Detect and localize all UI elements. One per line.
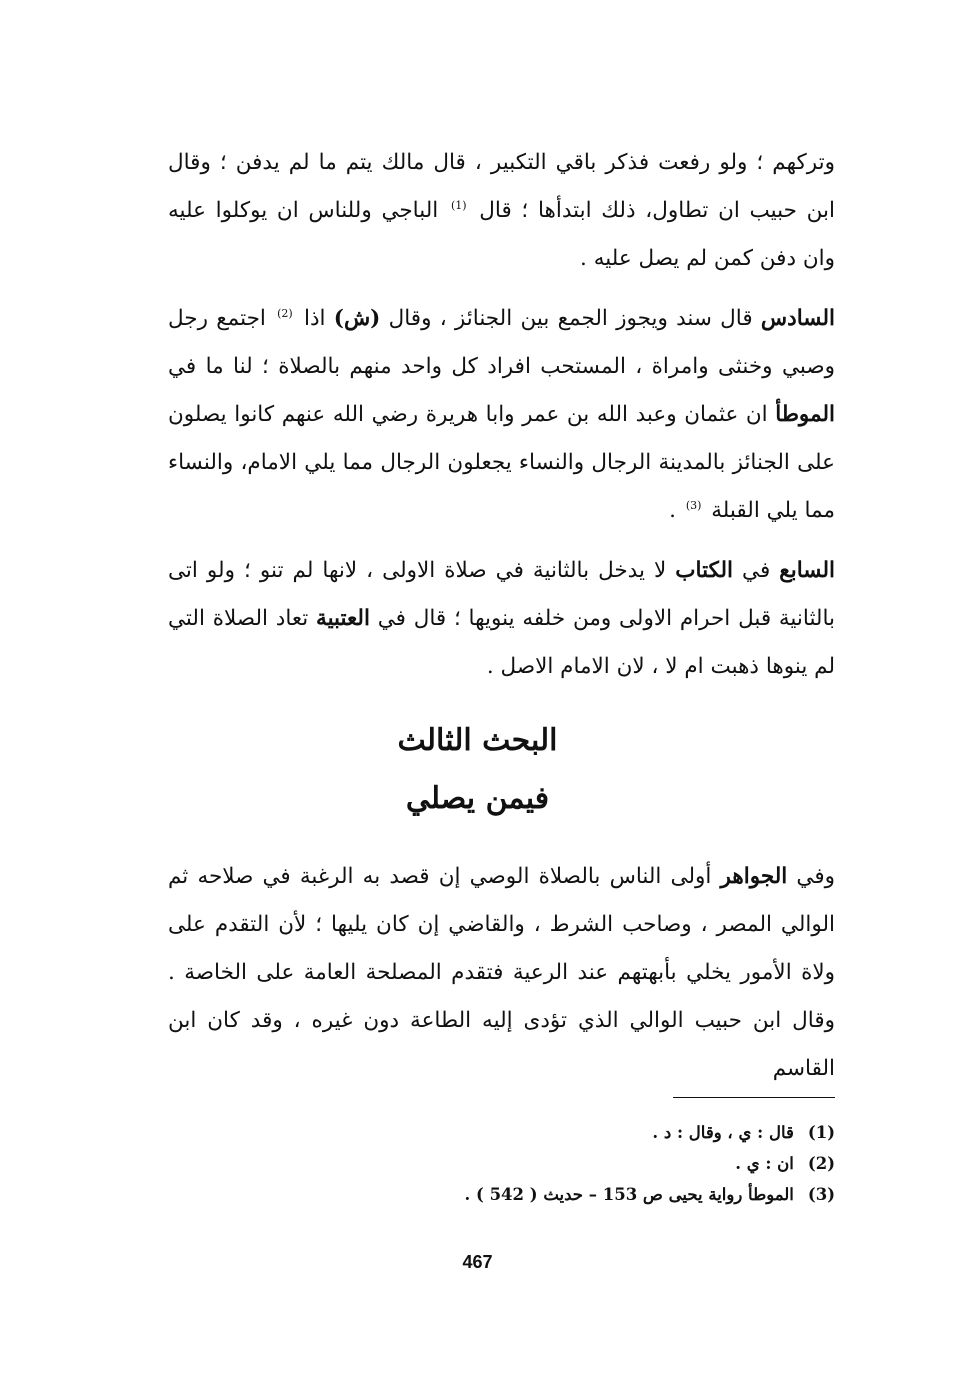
footnote-number: (3) (807, 1185, 835, 1204)
book-title-utbiyya: العتبية (316, 606, 370, 631)
footnote-ref-2: (2) (277, 306, 293, 320)
page-number: 467 (462, 1252, 493, 1272)
footnote-ref-1: (1) (450, 198, 467, 212)
footnote-text: ان : ي . (735, 1154, 794, 1173)
body-top (168, 139, 835, 691)
footnote-ref-3: (3) (685, 498, 702, 512)
footnotes (168, 1117, 835, 1210)
footnote-3 (168, 1179, 835, 1210)
footnote-number: (1) (807, 1123, 835, 1142)
paragraph-lead-word: السادس (760, 306, 835, 331)
footnote-2 (168, 1148, 835, 1179)
footnote-divider (673, 1097, 835, 1098)
footnote-text: قال : ي ، وقال : د . (652, 1123, 794, 1142)
footnote-1 (168, 1117, 835, 1148)
paragraph-text: تعاد الصلاة التي لم ينوها ذهبت ام لا ، لان الامام الاصل . (168, 606, 835, 679)
paragraph-text: . (669, 498, 676, 523)
footnote-text: الموطأ رواية يحيى ص 153 – حديث ( 542 ) . (464, 1185, 794, 1204)
paragraph-4 (168, 853, 835, 1093)
paragraph-text: في (742, 558, 771, 583)
abbreviation-sh: (ش) (333, 306, 381, 331)
paragraph-text: أولى الناس بالصلاة الوصي إن قصد به الرغبة في صلاحه ثم الوالي المصر ، وصاحب الشرط ، والقاضي إن كان يليها ؛ لأن التقدم على ولاة الأمور يخلي بأبهتهم عند الرعية فتقدم المصلحة العامة على الخاصة . وقال ابن حبيب الوالي الذي تؤدى إليه الطاعة دون غيره ، وقد كان ابن القاسم (168, 864, 835, 1081)
section-title: البحث الثالث (397, 723, 558, 758)
paragraph-text: ان عثمان وعبد الله بن عمر وابا هريرة رضي الله عنهم كانوا يصلون على الجنائز بالمدينة الرجال والنساء يجعلون الرجال مما يلي الامام، والنساء مما يلي القبلة (168, 402, 835, 523)
paragraph-text: لا يدخل بالثانية في صلاة الاولى ، لانها لم تنو ؛ ولو اتى بالثانية قبل احرام الاولى ومن خلفه ينويها ؛ قال في (168, 558, 836, 631)
paragraph-3 (168, 547, 835, 691)
paragraph-text: قال سند ويجوز الجمع بين الجنائز ، وقال (388, 306, 753, 331)
footnote-number: (2) (807, 1154, 835, 1173)
paragraph-text: الباجي وللناس ان يوكلوا عليه وان دفن كمن لم يصل عليه . (168, 198, 835, 271)
paragraph-text: وتركهم ؛ ولو رفعت فذكر باقي التكبير ، قال مالك يتم ما لم يدفن ؛ وقال ابن حبيب ان تطاول، ذلك ابتدأها ؛ قال (168, 150, 835, 223)
book-title-muwatta: الموطأ (775, 402, 835, 427)
paragraph-text: اجتمع رجل وصبي وخنثى وامراة ، المستحب افراد كل واحد منهم بالصلاة ؛ لنا ما في (168, 306, 835, 379)
section-subtitle: فيمن يصلي (405, 781, 550, 816)
book-title-jawahir: الجواهر (720, 864, 788, 889)
paragraph-text: وفي (796, 864, 835, 889)
paragraph-1 (168, 139, 835, 283)
body-bottom (168, 853, 835, 1093)
book-title-kitab: الكتاب (675, 558, 733, 583)
paragraph-lead-word: السابع (779, 558, 835, 583)
paragraph-2 (168, 295, 835, 535)
paragraph-text: اذا (303, 306, 326, 331)
